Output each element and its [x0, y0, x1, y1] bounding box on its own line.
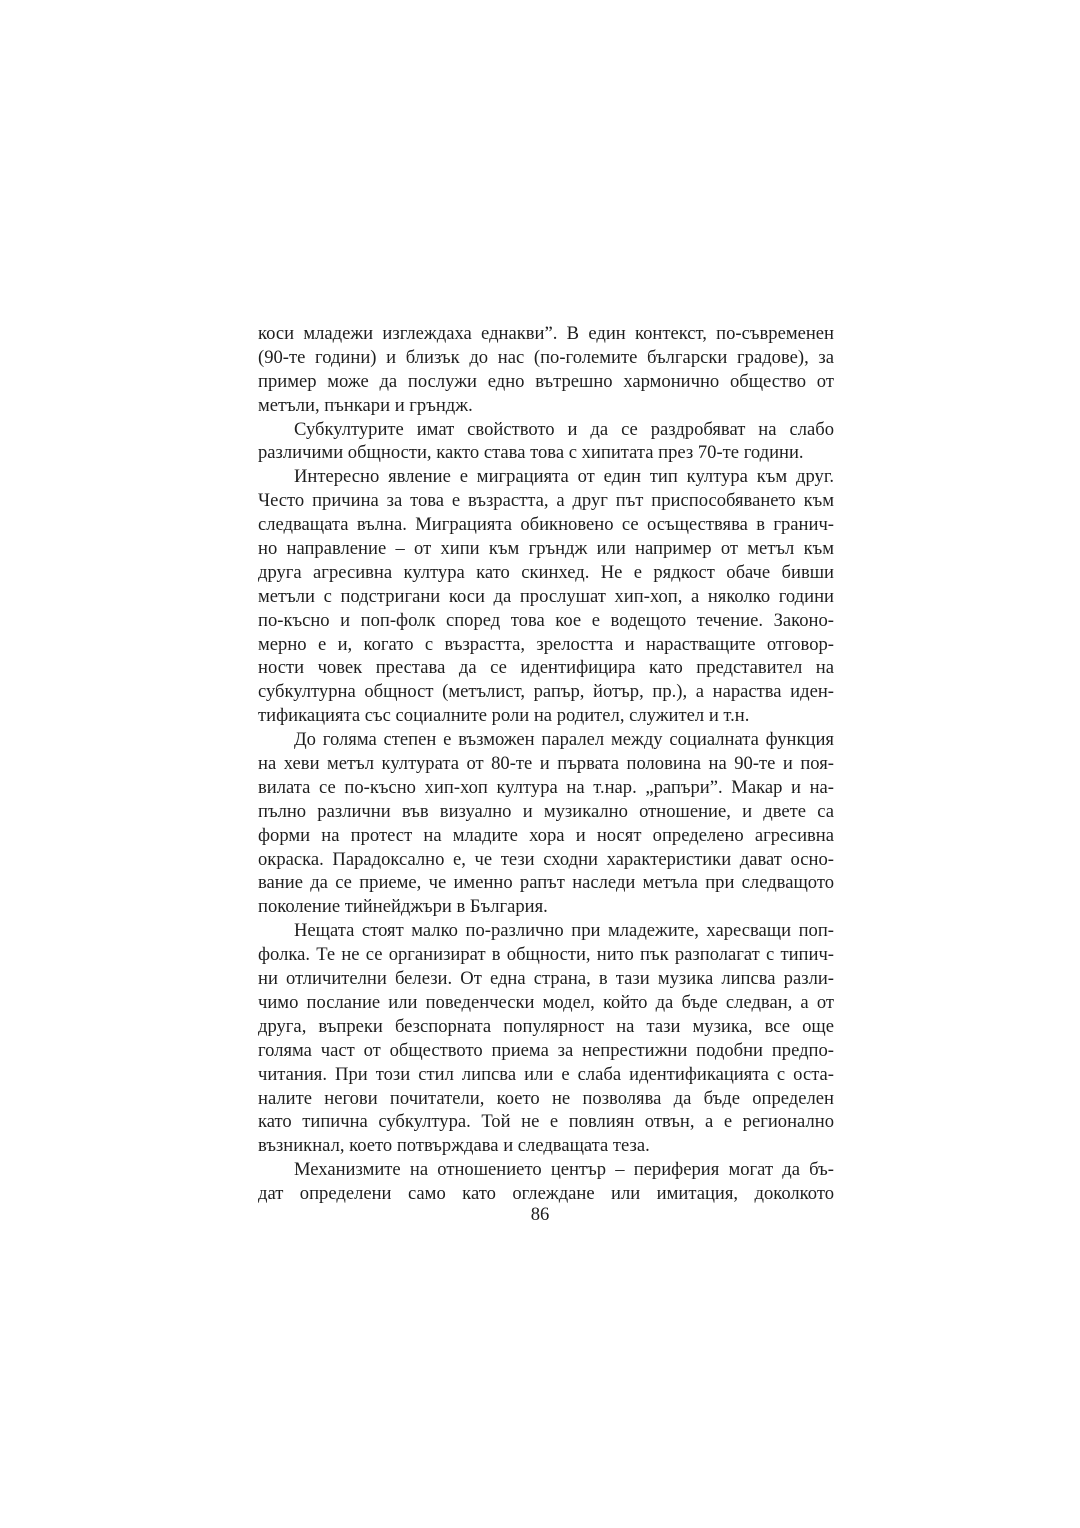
- text-line: субкултурна общност (метълист, рапър, йотър, пр.), а нараства иден-: [258, 681, 834, 703]
- text-line: но направление – от хипи към гръндж или например от метъл към: [258, 538, 834, 560]
- paragraph: [258, 322, 834, 418]
- text-line: форми на протест на младите хора и носят определено агресивна: [258, 824, 834, 846]
- text-line: окраска. Парадоксално е, че тези сходни характеристики дават осно-: [258, 848, 834, 870]
- text-line: читания. При този стил липсва или е слаба идентификацията с оста-: [258, 1063, 834, 1085]
- text-line: До голяма степен е възможен паралел между социалната функция: [294, 729, 834, 751]
- text-line: Често причина за това е възрастта, а друг път приспособяването към: [258, 490, 834, 512]
- text-line: по-късно и поп-фолк според това кое е водещото течение. Законо-: [258, 609, 834, 631]
- text-line: ни отличителни белези. От една страна, в тази музика липсва разли-: [258, 968, 834, 990]
- text-line: коси младежи изглеждаха еднакви”. В един контекст, по-съвременен: [258, 323, 834, 344]
- text-line: като типична субкултура. Той не е повлиян отвън, а е регионално: [258, 1111, 834, 1133]
- paragraph: [258, 418, 834, 466]
- text-line: вилата се по-късно хип-хоп култура на т.нар. „рапъри”. Макар и на-: [258, 776, 834, 798]
- text-line: (90-те години) и близък до нас (по-големите български градове), за: [258, 346, 834, 368]
- paragraph: [258, 728, 834, 919]
- paragraph: [258, 919, 834, 1158]
- paragraph: [258, 465, 834, 728]
- text-line: метъли с подстригани коси да прослушат хип-хоп, а няколко години: [258, 585, 834, 607]
- text-line: Субкултурите имат свойството и да се раздробяват на слабо: [294, 418, 834, 440]
- text-line: Механизмите на отношението център – периферия могат да бъ-: [294, 1159, 834, 1181]
- text-line: Интересно явление е миграцията от един тип култура към друг.: [294, 466, 834, 488]
- text-line: фолка. Те не се организират в общности, нито пък разполагат с типич-: [258, 944, 834, 966]
- text-line: дат определени само като оглеждане или имитация, доколкото: [258, 1183, 834, 1205]
- text-line: на хеви метъл културата от 80-те и първата половина на 90-те и поя-: [258, 753, 834, 775]
- text-line: ности човек престава да се идентифицира като представител на: [258, 657, 834, 679]
- text-line: възникнал, което потвърждава и следващата теза.: [258, 1135, 650, 1157]
- text-line: друга, въпреки безспорната популярност на тази музика, все още: [258, 1015, 834, 1037]
- text-line: тификацията със социалните роли на родител, служител и т.н.: [258, 705, 750, 727]
- text-line: поколение тийнейджъри в България.: [258, 896, 548, 918]
- paragraph: [258, 1158, 834, 1206]
- text-line: голяма част от обществото приема за непрестижни подобни предпо-: [258, 1039, 834, 1061]
- page-number: 86: [530, 1204, 550, 1225]
- text-line: пълно различни във визуално и музикално отношение, и двете са: [258, 800, 834, 822]
- body-text: [258, 322, 834, 1206]
- text-line: друга агресивна култура като скинхед. Не е рядкост обаче бивши: [258, 561, 834, 583]
- text-line: метъли, пънкари и гръндж.: [258, 394, 473, 416]
- text-line: пример може да послужи едно вътрешно хармонично общество от: [258, 370, 834, 392]
- text-line: Нещата стоят малко по-различно при младежите, харесващи поп-: [294, 920, 834, 942]
- text-line: налите негови почитатели, което не позволява да бъде определен: [258, 1087, 834, 1109]
- text-line: мерно е и, когато с възрастта, зрелостта и нарастващите отговор-: [258, 633, 834, 655]
- text-line: следващата вълна. Миграцията обикновено се осъществява в гранич-: [258, 514, 834, 536]
- text-line: различими общности, както става това с хипитата през 70-те години.: [258, 442, 804, 464]
- text-line: вание да се приеме, че именно рапът наследи метъла при следващото: [258, 872, 834, 894]
- text-line: чимо послание или поведенчески модел, който да бъде следван, а от: [258, 991, 834, 1013]
